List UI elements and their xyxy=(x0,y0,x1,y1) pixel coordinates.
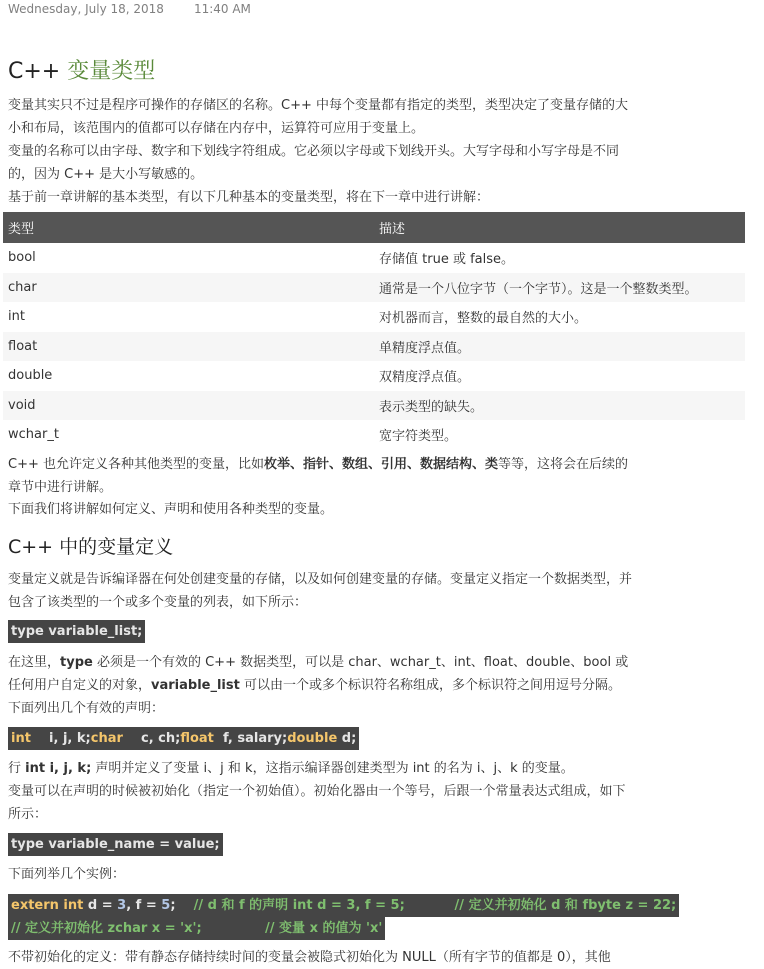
cell-type: int xyxy=(8,309,25,325)
section-heading-definition: C++ 中的变量定义 xyxy=(8,536,174,558)
code-number: 3 xyxy=(117,898,127,913)
code-comment: // 定义并初始化 zchar x = 'x'; // 变量 x 的值为 'x' xyxy=(11,921,383,936)
table-row xyxy=(3,391,745,421)
cell-type: wchar_t xyxy=(8,427,59,443)
intro-paragraph-2: 变量的名称可以由字母、数字和下划线字符组成。它必须以字母或下划线开头。大写字母和小写字母是不同的，因为 C++ 是大小写敏感的。 xyxy=(8,144,620,182)
cell-type: char xyxy=(3,273,374,303)
cell-type: float xyxy=(3,332,374,362)
note-meta xyxy=(8,2,251,16)
title-prefix: C++ xyxy=(8,59,68,84)
text-span: C++ 也允许定义各种其他类型的变量，比如 xyxy=(8,457,264,472)
bold-span: type xyxy=(60,655,93,670)
code-text: d; xyxy=(337,731,357,746)
cell-desc: 单精度浮点值。 xyxy=(374,332,745,362)
bold-span: variable_list xyxy=(151,678,240,693)
code-comment: // d 和 f 的声明 int d = 3, f = 5; // 定义并初始化 d 和 fbyte z = 22; xyxy=(193,898,677,913)
code-block-declarations xyxy=(8,727,359,750)
cell-desc: 宽字符类型。 xyxy=(379,429,458,445)
cell-desc: 对机器而言，整数的最自然的大小。 xyxy=(379,311,588,327)
cell-desc: 双精度浮点值。 xyxy=(379,370,471,386)
code-keyword: int xyxy=(11,731,31,746)
definition-paragraph-2 xyxy=(8,651,633,697)
code-text: d = xyxy=(83,898,118,913)
definition-paragraph-7: 不带初始化的定义：带有静态存储持续时间的变量会被隐式初始化为 NULL（所有字节的值都是 0），其他 xyxy=(8,950,611,965)
cell-desc: 通常是一个八位字节（一个字节）。这是一个整数类型。 xyxy=(374,273,745,303)
code-block-examples xyxy=(8,894,679,940)
note-time: 11:40 AM xyxy=(193,2,251,16)
definition-paragraph-1: 变量定义就是告诉编译器在何处创建变量的存储，以及如何创建变量的存储。变量定义指定一个数据类型，并包含了该类型的一个或多个变量的列表，如下所示： xyxy=(8,572,633,610)
code-keyword: float xyxy=(180,731,214,746)
code-keyword: double xyxy=(287,731,338,746)
text-span: 必须是一个有效的 C++ 数据类型，可以是 char、wchar_t、int、float、double、bool 或任何用户自定义的对象， xyxy=(8,655,629,693)
text-span: 等等，这将会在后续的章节中进行讲解。 xyxy=(8,457,629,495)
intro-paragraph-1: 变量其实只不过是程序可操作的存储区的名称。C++ 中每个变量都有指定的类型，类型决定了变量存储的大小和布局，该范围内的值都可以存储在内存中，运算符可应用于变量上。 xyxy=(8,98,628,136)
code-keyword: char xyxy=(90,731,123,746)
code-line: type variable_list; xyxy=(8,620,145,643)
types-table xyxy=(3,212,745,450)
cell-desc: 表示类型的缺失。 xyxy=(374,391,745,421)
table-row xyxy=(3,243,745,273)
code-line xyxy=(8,894,679,917)
definition-paragraph-5: 变量可以在声明的时候被初始化（指定一个初始值）。初始化器由一个等号，后跟一个常量表达式组成，如下所示： xyxy=(8,784,626,822)
code-text: ; xyxy=(170,898,194,913)
table-row xyxy=(3,361,745,391)
cell-type: void xyxy=(3,391,374,421)
cell-desc: 存储值 true 或 false。 xyxy=(379,252,515,268)
table-row xyxy=(3,302,745,332)
cell-type: double xyxy=(8,368,53,384)
header-type: 类型 xyxy=(3,212,374,243)
code-text: f, salary; xyxy=(213,731,288,746)
code-text: i, j, k; xyxy=(30,731,91,746)
types-table-header xyxy=(3,212,745,243)
code-keyword: extern int xyxy=(11,898,84,913)
cell-type: bool xyxy=(8,250,36,266)
table-row xyxy=(3,273,745,303)
definition-paragraph-6: 下面列举几个实例： xyxy=(8,867,126,882)
code-text: c, ch; xyxy=(122,731,181,746)
definition-paragraph-3: 下面列出几个有效的声明： xyxy=(8,701,165,716)
header-desc: 描述 xyxy=(374,212,745,243)
definition-paragraph-4 xyxy=(8,757,633,780)
page-title xyxy=(8,54,155,85)
text-span: 在这里， xyxy=(8,655,61,670)
note-date: Wednesday, July 18, 2018 xyxy=(8,2,164,16)
code-text: , f = xyxy=(126,898,162,913)
after-table-paragraph-2: 下面我们将讲解如何定义、声明和使用各种类型的变量。 xyxy=(8,502,334,517)
after-table-paragraph-1 xyxy=(8,453,633,499)
table-row xyxy=(3,332,745,362)
code-block-initialization xyxy=(8,833,223,856)
text-span: 声明并定义了变量 i、j 和 k，这指示编译器创建类型为 int 的名为 i、j、k 的变量。 xyxy=(91,761,574,776)
text-span: 行 xyxy=(8,761,26,776)
code-line: type variable_name = value; xyxy=(8,833,223,856)
table-row xyxy=(3,420,745,450)
code-number: 5 xyxy=(161,898,171,913)
text-span: 可以由一个或多个标识符名称组成，多个标识符之间用逗号分隔。 xyxy=(239,678,621,693)
bold-span: 枚举、指针、数组、引用、数据结构、类 xyxy=(264,457,499,472)
bold-span: int i, j, k; xyxy=(25,761,92,776)
code-block-variable-list xyxy=(8,620,145,643)
code-line xyxy=(8,917,385,940)
code-line xyxy=(8,727,359,750)
title-accent: 变量类型 xyxy=(67,59,156,84)
intro-paragraph-3: 基于前一章讲解的基本类型，有以下几种基本的变量类型，将在下一章中进行讲解： xyxy=(8,190,490,205)
